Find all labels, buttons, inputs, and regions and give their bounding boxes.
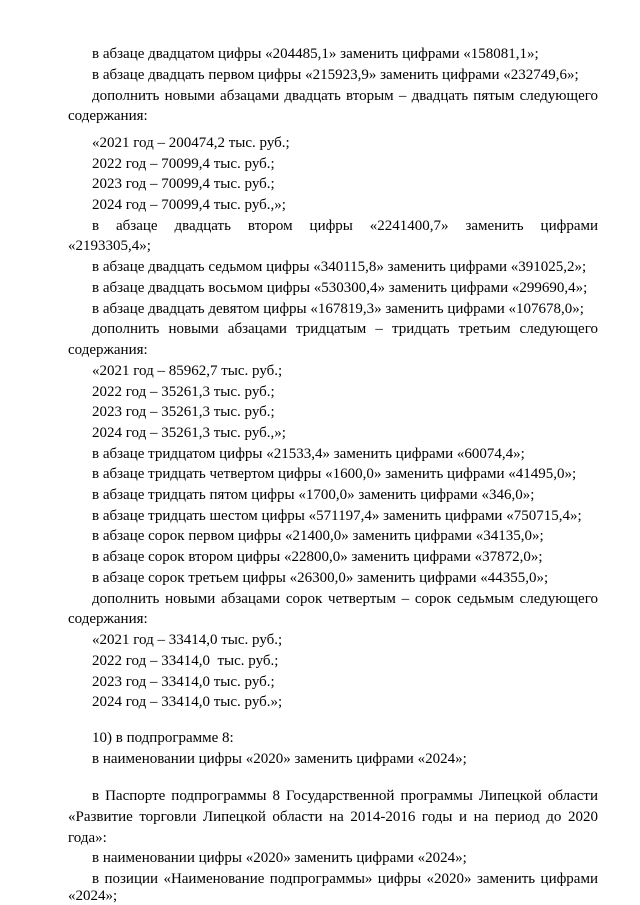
text-line: в позиции «Наименование подпрограммы» цифры «2020» заменить цифрами [92, 871, 598, 887]
text-line: в абзаце двадцать седьмом цифры «340115,8» заменить цифрами «391025,2»; [92, 259, 587, 275]
text-line: в абзаце двадцать восьмом цифры «530300,4» заменить цифрами «299690,4»; [92, 280, 588, 296]
text-line: «2021 год – 85962,7 тыс. руб.; [92, 363, 283, 379]
text-line: в наименовании цифры «2020» заменить цифрами «2024»; [92, 751, 467, 767]
text-line: года»: [68, 830, 107, 846]
text-line: 2024 год – 33414,0 тыс. руб.»; [92, 694, 283, 710]
text-line: «Развитие торговли Липецкой области на 2014-2016 годы и на период до 2020 [68, 809, 598, 825]
text-line: в абзаце сорок первом цифры «21400,0» заменить цифрами «34135,0»; [92, 528, 544, 544]
text-line: в абзаце тридцать пятом цифры «1700,0» заменить цифрами «346,0»; [92, 487, 535, 503]
text-line: 2023 год – 70099,4 тыс. руб.; [92, 176, 275, 192]
text-line: в абзаце тридцать четвертом цифры «1600,0» заменить цифрами «41495,0»; [92, 466, 577, 482]
text-line: в абзаце сорок третьем цифры «26300,0» заменить цифрами «44355,0»; [92, 570, 549, 586]
text-line: 2024 год – 35261,3 тыс. руб.,»; [92, 425, 286, 441]
text-line: 2022 год – 33414,0 тыс. руб.; [92, 653, 279, 669]
text-line: в наименовании цифры «2020» заменить цифрами «2024»; [92, 850, 467, 866]
text-line: «2024»; [68, 888, 118, 904]
text-line: в Паспорте подпрограммы 8 Государственной программы Липецкой области [92, 788, 598, 804]
text-line: 2023 год – 33414,0 тыс. руб.; [92, 674, 275, 690]
text-line: дополнить новыми абзацами тридцатым – тридцать третьим следующего [92, 321, 598, 337]
text-line: содержания: [68, 108, 148, 124]
text-line: дополнить новыми абзацами сорок четвертым – сорок седьмым следующего [92, 591, 598, 607]
text-line: 10) в подпрограмме 8: [92, 730, 234, 746]
text-line: 2024 год – 70099,4 тыс. руб.,»; [92, 197, 286, 213]
text-line: «2193305,4»; [68, 238, 151, 254]
text-line: в абзаце тридцать шестом цифры «571197,4» заменить цифрами «750715,4»; [92, 508, 582, 524]
text-line: 2022 год – 35261,3 тыс. руб.; [92, 384, 275, 400]
text-line: «2021 год – 33414,0 тыс. руб.; [92, 632, 283, 648]
text-line: в абзаце двадцатом цифры «204485,1» заменить цифрами «158081,1»; [92, 46, 539, 62]
text-line: 2022 год – 70099,4 тыс. руб.; [92, 156, 275, 172]
text-line: в абзаце тридцатом цифры «21533,4» заменить цифрами «60074,4»; [92, 446, 525, 462]
text-line: в абзаце двадцать первом цифры «215923,9» заменить цифрами «232749,6»; [92, 67, 579, 83]
text-line: в абзаце двадцать девятом цифры «167819,3» заменить цифрами «107678,0»; [92, 301, 584, 317]
text-line: содержания: [68, 611, 148, 627]
text-line: в абзаце сорок втором цифры «22800,0» заменить цифрами «37872,0»; [92, 549, 543, 565]
text-line: дополнить новыми абзацами двадцать вторым – двадцать пятым следующего [92, 88, 598, 104]
text-line: «2021 год – 200474,2 тыс. руб.; [92, 135, 290, 151]
text-line: в абзаце двадцать втором цифры «2241400,7» заменить цифрами [92, 218, 598, 234]
text-line: 2023 год – 35261,3 тыс. руб.; [92, 404, 275, 420]
text-line: содержания: [68, 342, 148, 358]
